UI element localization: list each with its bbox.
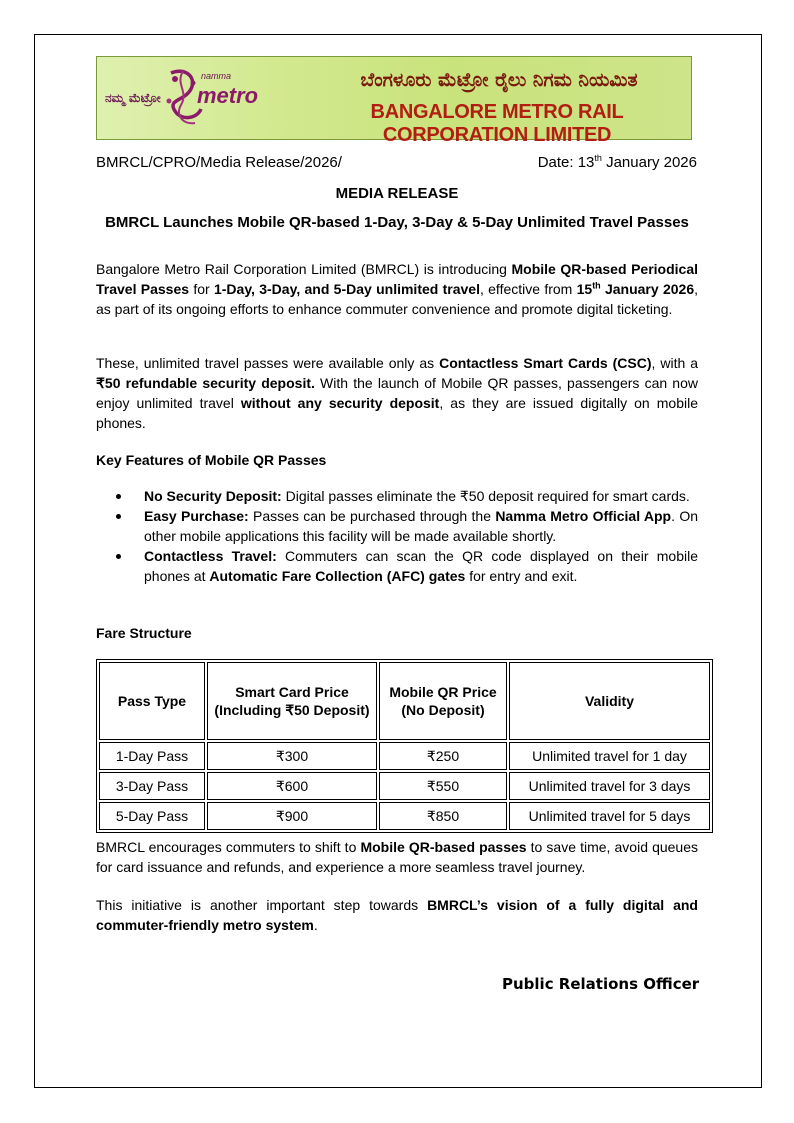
column-header: Mobile QR Price (No Deposit) — [379, 662, 507, 740]
column-header: Pass Type — [99, 662, 205, 740]
table-cell: Unlimited travel for 5 days — [509, 802, 710, 830]
corporation-name-kannada: ಬೆಂಗಳೂರು ಮೆಟ್ರೋ ರೈಲು ನಿಗಮ ನಿಯಮಿತ — [360, 69, 638, 91]
release-type-heading: MEDIA RELEASE — [335, 185, 459, 202]
logo-namma-text: namma — [201, 71, 232, 81]
table-cell: ₹600 — [207, 772, 377, 800]
table-row — [99, 772, 710, 800]
table-cell: ₹850 — [379, 802, 507, 830]
intro-paragraph: Bangalore Metro Rail Corporation Limited (BMRCL) is introducing Mobile QR-based Periodical Travel Passes for 1-Day, 3-Day, and 5-Day unlimited travel, effective from 15th January 2026, as part of its ongoing efforts to enhance commuter convenience and promote digital ticketing. — [96, 261, 699, 317]
bullet-icon — [116, 514, 121, 519]
reference-number: BMRCL/CPRO/Media Release/2026/ — [96, 154, 342, 171]
features-list — [96, 486, 698, 586]
column-header: Smart Card Price (Including ₹50 Deposit) — [207, 662, 377, 740]
logo-metro-text: metro — [197, 83, 259, 108]
corporation-name-english: BANGALORE METRO RAIL CORPORATION LIMITED — [370, 101, 624, 146]
fare-structure-heading: Fare Structure — [96, 625, 192, 641]
letterhead-banner — [96, 56, 692, 146]
bullet-icon — [116, 494, 121, 499]
logo-kannada-text: ನಮ್ಮ ಮೆಟ್ರೋ — [105, 91, 161, 105]
column-header: Validity — [509, 662, 710, 740]
release-date: Date: 13th January 2026 — [537, 153, 697, 171]
table-cell: ₹550 — [379, 772, 507, 800]
table-cell: Unlimited travel for 1 day — [509, 742, 710, 770]
headline: BMRCL Launches Mobile QR-based 1-Day, 3-Day & 5-Day Unlimited Travel Passes — [105, 214, 689, 231]
deposit-paragraph: These, unlimited travel passes were available only as Contactless Smart Cards (CSC), with a ₹50 refundable security deposit. With the launch of Mobile QR passes, passengers can now enjoy unlimited travel without any security deposit, as they are issued digitally on mobile phones. — [96, 355, 698, 431]
table-cell: Unlimited travel for 3 days — [509, 772, 710, 800]
table-cell: 1-Day Pass — [99, 742, 205, 770]
table-header-row — [99, 662, 710, 740]
fare-table — [96, 659, 713, 833]
table-cell: 5-Day Pass — [99, 802, 205, 830]
namma-metro-logo — [105, 61, 305, 135]
bullet-icon — [116, 554, 121, 559]
list-item: Contactless Travel: Commuters can scan the QR code displayed on their mobile phones at Automatic Fare Collection (AFC) gates for entry and exit. — [96, 546, 698, 586]
table-row — [99, 802, 710, 830]
signature-title: Public Relations Officer — [502, 975, 700, 993]
table-cell: 3-Day Pass — [99, 772, 205, 800]
list-item: No Security Deposit: Digital passes eliminate the ₹50 deposit required for smart cards. — [96, 486, 698, 506]
list-item: Easy Purchase: Passes can be purchased through the Namma Metro Official App. On other mobile applications this facility will be made available shortly. — [96, 506, 698, 546]
table-cell: ₹300 — [207, 742, 377, 770]
table-cell: ₹250 — [379, 742, 507, 770]
table-cell: ₹900 — [207, 802, 377, 830]
features-heading: Key Features of Mobile QR Passes — [96, 452, 327, 468]
table-row — [99, 742, 710, 770]
vision-paragraph: This initiative is another important step towards BMRCL’s vision of a fully digital and commuter-friendly metro system. — [96, 897, 698, 933]
encouragement-paragraph: BMRCL encourages commuters to shift to Mobile QR-based passes to save time, avoid queues for card issuance and refunds, and experience a more seamless travel journey. — [96, 839, 699, 875]
